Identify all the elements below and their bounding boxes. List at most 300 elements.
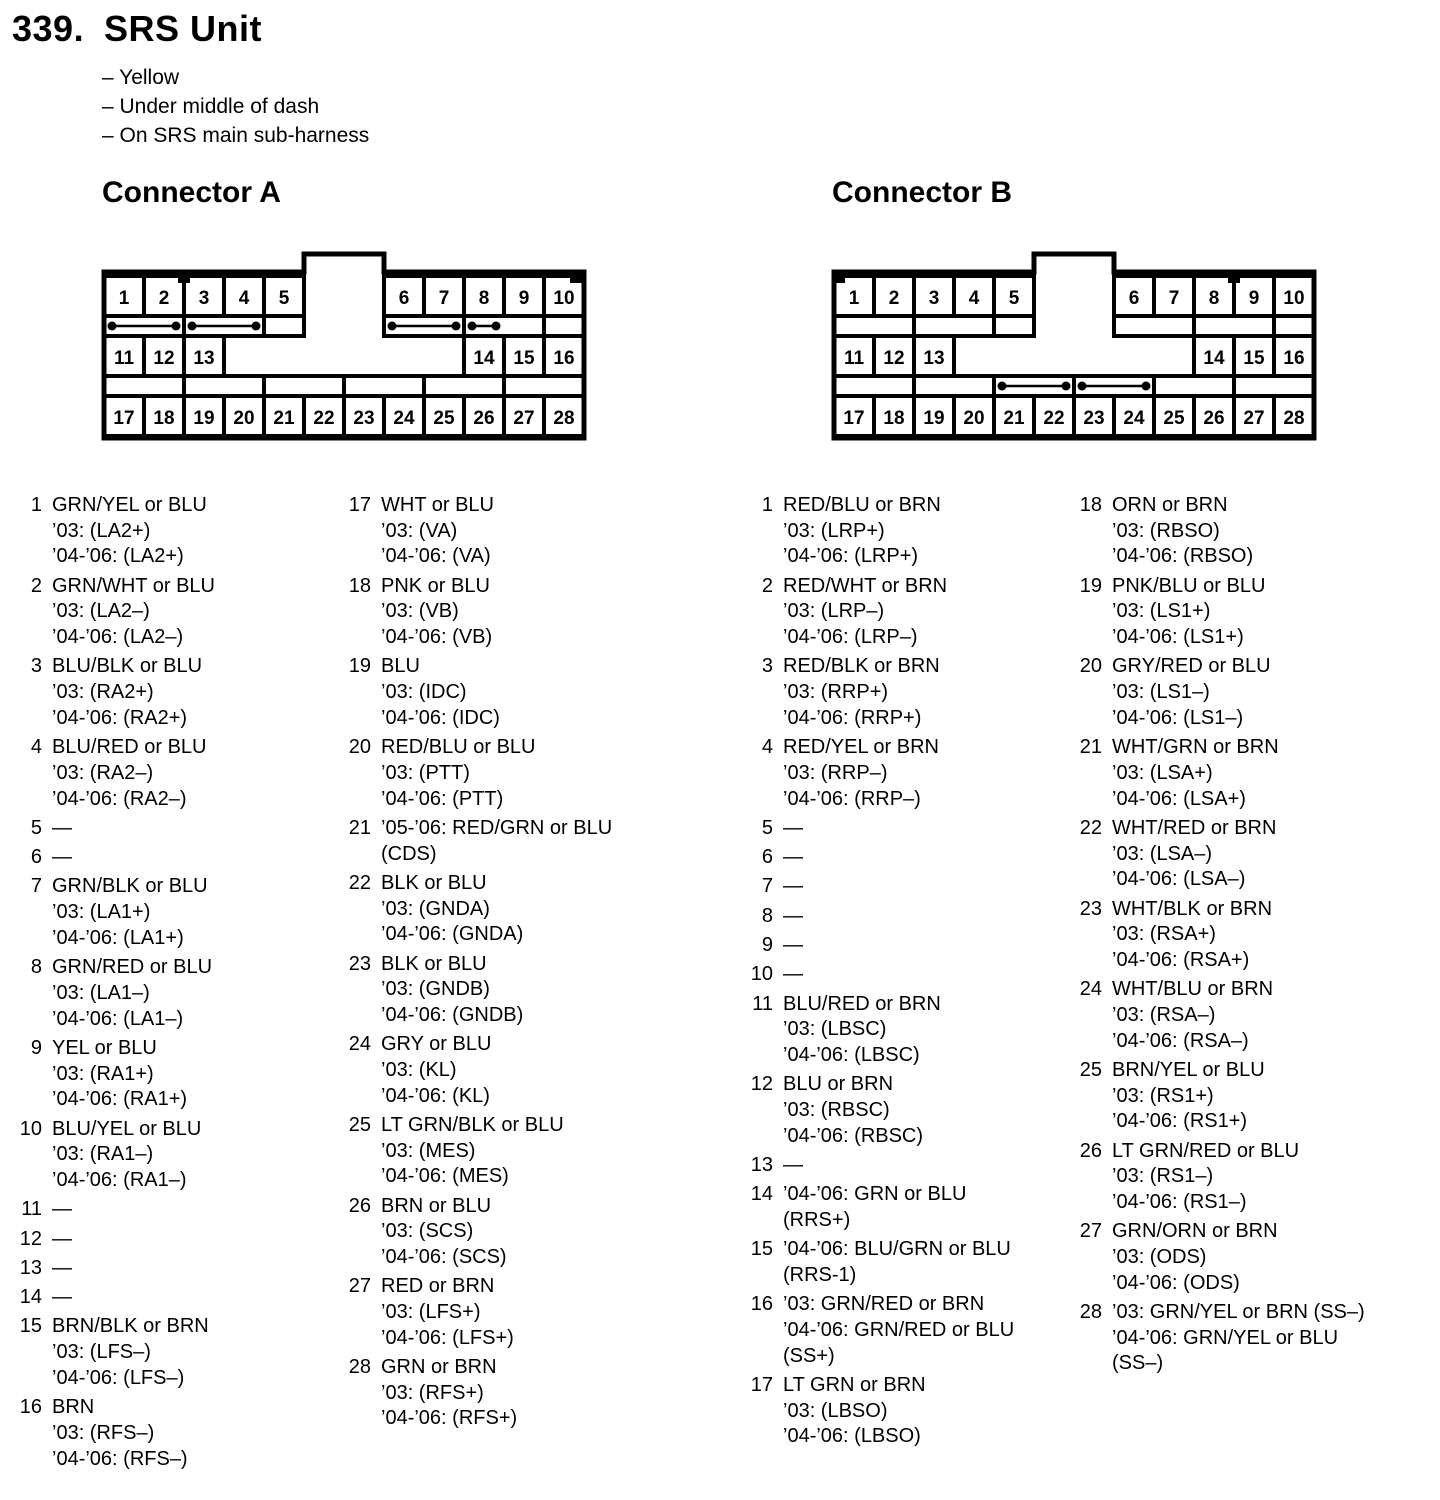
pin-entry [749,1153,1069,1179]
pin-signal: ’03: (KL) [381,1058,457,1081]
pin-number: 22 [348,871,371,894]
pin-entry [347,816,677,867]
pin-wire-color: — [783,963,803,986]
pin-wire-color: BLK or BLU [381,871,487,894]
pin-signal: ’04-’06: (LFS+) [381,1326,514,1349]
pin-number: 21 [1079,736,1102,759]
pin-wire-color: BLU/YEL or BLU [52,1117,202,1140]
pin-signal: ’03: (RSA+) [1112,923,1216,946]
pin-label: 13 [923,348,945,369]
pin-number: 15 [19,1315,42,1338]
pin-signal: ’03: (PTT) [381,761,470,784]
pin-entry [749,1373,1069,1450]
shorting-bar-end [1078,382,1087,391]
pin-wire-color: LT GRN/RED or BLU [1112,1139,1300,1162]
pin-wire-color: WHT or BLU [381,494,494,516]
pin-label: 27 [1243,408,1265,429]
pin-number: 19 [348,655,371,678]
key-mark [570,274,582,283]
pin-entry [18,1395,328,1472]
pin-entry [1078,574,1418,651]
pin-label: 23 [1083,408,1105,429]
pin-signal: ’04-’06: (RA2–) [52,787,187,810]
pin-entry [749,992,1069,1069]
pin-number: 27 [1079,1220,1102,1243]
pin-signal: ’04-’06: (LS1–) [1112,706,1244,729]
pin-signal: ’04-’06: (MES) [381,1165,509,1188]
pin-signal: ’03: (RA2–) [52,761,154,784]
pin-wire-color: BLU or BRN [783,1073,894,1096]
pin-wire-color: BRN or BLU [381,1194,492,1217]
pin-entry [347,952,677,1029]
pin-entry [18,1314,328,1391]
pin-entry [749,654,1069,731]
pin-number: 16 [750,1293,773,1316]
pin-entry [749,904,1069,930]
pin-number: 11 [752,992,773,1015]
pin-number: 26 [1079,1139,1102,1162]
pin-wire-color: GRY or BLU [381,1033,492,1056]
pin-entry [1078,1300,1418,1377]
pin-wire-color: GRN/RED or BLU [52,956,213,979]
pin-signal: ’04-’06: (LSA+) [1112,787,1246,810]
pin-entry [749,816,1069,842]
pin-label: 15 [513,348,535,369]
pin-signal: ’04-’06: (RA2+) [52,706,188,729]
pin-wire-color: — [783,816,803,839]
pin-number: 21 [348,816,371,839]
pin-wire-color: GRN/ORN or BRN [1112,1220,1278,1243]
pin-label: 19 [923,408,945,429]
pin-wire-color: — [783,846,803,869]
pin-entry [18,493,328,570]
pin-label: 21 [273,408,295,429]
pin-signal: ’03: (LRP–) [783,600,885,623]
pin-wire-color: PNK or BLU [381,574,490,597]
pin-wire-color: — [783,1154,803,1176]
pin-number: 7 [30,875,42,898]
pin-number: 28 [1079,1301,1102,1324]
pin-signal: ’03: (RBSO) [1112,519,1220,542]
pin-entry [749,493,1069,570]
pin-signal: ’03: (LA1+) [52,901,151,924]
pin-wire-color: — [52,1256,72,1279]
pin-number: 28 [348,1356,371,1379]
pin-number: 1 [761,494,773,516]
pin-wire-color: — [52,1198,72,1221]
pin-entry [18,816,328,842]
pin-signal: ’03: (GNDB) [381,978,490,1001]
pin-entry [18,735,328,812]
key-mark [833,274,845,283]
pin-number: 20 [1079,655,1102,678]
pin-number: 12 [750,1073,773,1096]
pin-entry [347,1274,677,1351]
pin-entry [18,845,328,871]
shorting-bar-end [388,322,397,331]
section-number: 339. [12,8,85,49]
pin-label: 20 [963,408,985,429]
pin-number: 8 [30,956,42,979]
pin-signal: ’03: (VB) [381,600,459,623]
note-location: – Under middle of dash [102,95,320,118]
pin-signal: ’03: (GNDA) [381,897,490,920]
pin-number: 3 [761,655,773,678]
pin-entry [749,1292,1069,1369]
pin-signal: (SS+) [783,1344,835,1367]
pin-number: 22 [1079,816,1102,839]
pin-signal: ’03: (LRP+) [783,519,885,542]
pin-label: 14 [473,348,495,369]
pin-entry [347,1355,677,1432]
pin-signal: ’03: (MES) [381,1139,476,1162]
pin-number: 4 [30,736,42,759]
pin-label: 23 [353,408,375,429]
pin-number: 11 [21,1198,42,1221]
pin-label: 24 [1123,408,1145,429]
pin-signal: ’04-’06: (LBSC) [783,1044,920,1066]
pin-number: 5 [761,816,773,839]
pin-signal: ’04-’06: (RS1+) [1112,1110,1248,1133]
pin-entry [18,1036,328,1113]
pin-wire-color: BLU/RED or BLU [52,736,207,759]
pin-wire-color: BLK or BLU [381,952,487,975]
shorting-bar-end [172,322,181,331]
pin-wire-color: — [783,904,803,927]
pin-label: 11 [113,348,135,369]
shorting-bar-end [468,322,477,331]
pin-label: 8 [478,288,490,309]
pin-label: 17 [113,408,135,429]
pin-wire-color: WHT/GRN or BRN [1112,736,1279,759]
pin-label: 8 [1208,288,1220,309]
pin-entry [347,493,677,570]
pin-signal: ’04-’06: (LA2+) [52,545,184,568]
pin-signal: ’03: (LS1–) [1112,681,1210,704]
pin-signal: ’04-’06: (LS1+) [1112,626,1244,649]
pin-entry [18,1227,328,1253]
pin-label: 3 [928,288,940,309]
pin-signal: ’03: (LA2+) [52,519,151,542]
pin-number: 1 [30,494,42,516]
pin-entry [1078,654,1418,731]
pin-number: 6 [761,846,773,869]
connector-b-pinout-column-1 [749,493,1069,1454]
pin-entry [749,1072,1069,1149]
page-title [12,8,262,50]
pin-label: 12 [883,348,905,369]
pin-wire-color: RED/BLU or BLU [381,736,536,759]
pin-signal: ’04-’06: (RA1–) [52,1168,187,1191]
pin-label: 26 [1203,408,1225,429]
pin-label: 10 [553,288,575,309]
pin-label: 17 [843,408,865,429]
pin-label: 12 [153,348,175,369]
pin-entry [749,874,1069,900]
pin-number: 13 [19,1256,42,1279]
pin-number: 23 [348,952,371,975]
pin-number: 14 [750,1183,773,1206]
pin-number: 27 [348,1275,371,1298]
section-title: SRS Unit [104,8,263,49]
pin-wire-color: ’05-’06: RED/GRN or BLU [381,816,613,839]
pin-entry [1078,493,1418,570]
pin-label: 2 [888,288,900,309]
pin-signal: ’03: (LBSC) [783,1018,887,1041]
pin-number: 24 [1079,978,1102,1001]
pin-label: 26 [473,408,495,429]
pin-label: 14 [1203,348,1225,369]
connector-a-pinout-column-1 [18,493,328,1476]
pin-signal: ’04-’06: (RS1–) [1112,1191,1247,1214]
pin-signal: ’04-’06: GRN/YEL or BLU [1112,1326,1339,1349]
pin-label: 2 [158,288,170,309]
pin-wire-color: ’03: GRN/YEL or BRN (SS–) [1112,1301,1365,1324]
pin-label: 6 [398,288,410,309]
pin-signal: ’04-’06: (ODS) [1112,1271,1240,1294]
pin-entry [347,1113,677,1190]
pin-entry [18,1285,328,1311]
key-mark [1228,274,1240,283]
pin-signal: ’03: (LA1–) [52,981,150,1004]
pin-signal: ’03: (RBSC) [783,1099,890,1121]
pin-signal: ’03: (RFS–) [52,1421,155,1444]
pin-signal: ’04-’06: (LSA–) [1112,868,1246,891]
pin-wire-color: LT GRN/BLK or BLU [381,1113,564,1136]
pin-label: 11 [843,348,865,369]
connector-notes [102,63,369,150]
pin-signal: ’03: (LS1+) [1112,600,1211,623]
pin-entry [749,962,1069,988]
pin-signal: (RRS-1) [783,1264,857,1286]
pin-entry [1078,735,1418,812]
pin-signal: ’03: (IDC) [381,681,467,704]
pin-signal: ’03: (LBSO) [783,1399,888,1422]
pin-signal: ’04-’06: (GNDA) [381,923,524,946]
pin-number: 8 [761,904,773,927]
shorting-bar-end [492,322,501,331]
pin-label: 7 [438,288,450,309]
pin-label: 1 [118,288,130,309]
pin-label: 27 [513,408,535,429]
pin-label: 25 [1163,408,1185,429]
pin-number: 17 [348,494,371,516]
pin-number: 26 [348,1194,371,1217]
pin-wire-color: GRN/BLK or BLU [52,875,208,898]
pin-signal: ’04-’06: (LFS–) [52,1366,185,1389]
pin-signal: ’03: (RRP–) [783,761,888,784]
pin-number: 2 [761,574,773,597]
pin-entry [749,933,1069,959]
pin-wire-color: — [52,1227,72,1250]
pin-signal: ’04-’06: (VA) [381,545,491,568]
pin-number: 13 [750,1154,773,1176]
pin-signal: ’04-’06: (LA2–) [52,626,184,649]
pin-label: 16 [553,348,575,369]
pin-entry [347,574,677,651]
connector-b-pinout-column-2 [1078,493,1418,1381]
pin-signal: (RRS+) [783,1209,851,1231]
pin-signal: ’04-’06: (LRP+) [783,545,919,568]
connector-b-diagram [830,250,1320,442]
pin-number: 16 [19,1396,42,1419]
pin-wire-color: GRN or BRN [381,1356,497,1379]
pin-label: 15 [1243,348,1265,369]
pin-wire-color: GRN/YEL or BLU [52,494,207,516]
pin-entry [749,845,1069,871]
pin-entry [1078,1139,1418,1216]
pin-label: 21 [1003,408,1025,429]
pin-number: 19 [1079,574,1102,597]
pin-wire-color: ’04-’06: BLU/GRN or BLU [783,1238,1011,1261]
pin-entry [18,1117,328,1194]
pin-signal: ’04-’06: GRN/RED or BLU [783,1319,1015,1341]
pin-label: 16 [1283,348,1305,369]
pin-number: 9 [761,934,773,956]
pin-signal: ’03: (LFS–) [52,1341,151,1364]
shorting-bar-end [998,382,1007,391]
pin-number: 4 [761,736,773,759]
pin-signal: ’04-’06: (RA1+) [52,1088,188,1111]
pin-entry [749,1237,1069,1288]
pin-signal: ’04-’06: (LA1+) [52,926,184,949]
pin-number: 2 [30,574,42,597]
pin-signal: ’03: (VA) [381,519,458,542]
shorting-bar-end [188,322,197,331]
pin-entry [18,654,328,731]
pin-label: 18 [153,408,175,429]
pin-wire-color: BLU/RED or BRN [783,992,941,1015]
pin-label: 25 [433,408,455,429]
pin-label: 22 [1043,408,1065,429]
note-harness: – On SRS main sub-harness [102,124,370,147]
pin-signal: ’04-’06: (RBSO) [1112,545,1254,568]
pin-signal: ’04-’06: (IDC) [381,706,500,729]
pin-signal: ’04-’06: (RRP+) [783,706,922,729]
pin-entry [1078,1219,1418,1296]
pin-wire-color: ORN or BRN [1112,494,1228,516]
pin-wire-color: GRN/WHT or BLU [52,574,215,597]
pin-label: 10 [1283,288,1305,309]
pin-number: 23 [1079,897,1102,920]
pin-entry [347,1194,677,1271]
pin-label: 4 [968,288,980,309]
pin-label: 9 [518,288,530,309]
pin-label: 22 [313,408,335,429]
pin-wire-color: RED/BLU or BRN [783,494,941,516]
pin-entry [1078,816,1418,893]
pin-entry [18,574,328,651]
shorting-bar-end [452,322,461,331]
pin-signal: (SS–) [1112,1352,1164,1375]
pin-signal: ’04-’06: (KL) [381,1084,490,1107]
pin-signal: ’04-’06: (LA1–) [52,1007,184,1030]
pin-signal: ’04-’06: (RFS–) [52,1447,188,1470]
pin-signal: ’03: (ODS) [1112,1246,1207,1269]
pin-number: 14 [19,1286,42,1309]
pin-number: 6 [30,846,42,869]
pin-label: 3 [198,288,210,309]
pin-label: 5 [1008,288,1020,309]
pin-wire-color: — [52,816,72,839]
pin-signal: ’04-’06: (GNDB) [381,1003,524,1026]
pin-signal: ’03: (RA1+) [52,1062,154,1085]
pin-wire-color: ’03: GRN/RED or BRN [783,1293,985,1316]
pin-entry [18,874,328,951]
pin-signal: ’04-’06: (RFS+) [381,1407,518,1430]
pin-signal: ’03: (RSA–) [1112,1003,1216,1026]
pin-signal: ’03: (LFS+) [381,1301,481,1324]
pin-label: 28 [1283,408,1305,429]
pin-signal: ’04-’06: (RRP–) [783,787,921,810]
shorting-bar-end [1062,382,1071,391]
pin-signal: ’03: (LSA+) [1112,761,1213,784]
pin-entry [347,735,677,812]
pin-wire-color: RED/BLK or BRN [783,655,940,678]
pin-number: 17 [750,1374,773,1396]
pin-wire-color: WHT/RED or BRN [1112,816,1277,839]
pin-wire-color: — [783,875,803,898]
pin-wire-color: BLU [381,655,420,678]
pin-label: 19 [193,408,215,429]
pin-entry [749,574,1069,651]
pin-label: 13 [193,348,215,369]
pin-entry [18,1197,328,1223]
pin-entry [347,1032,677,1109]
shorting-bar-end [108,322,117,331]
pin-number: 3 [30,655,42,678]
pin-wire-color: YEL or BLU [52,1036,157,1059]
pin-wire-color: RED or BRN [381,1275,495,1298]
pin-entry [749,1182,1069,1233]
pin-wire-color: BRN [52,1396,95,1419]
pin-signal: ’03: (LA2–) [52,600,150,623]
pin-signal: ’03: (SCS) [381,1220,474,1243]
pin-wire-color: ’04-’06: GRN or BLU [783,1183,967,1206]
pin-number: 20 [348,736,371,759]
pin-number: 25 [1079,1058,1102,1081]
pin-signal: ’04-’06: (LBSO) [783,1425,921,1448]
pin-number: 12 [19,1227,42,1250]
pin-signal: ’03: (RS1+) [1112,1084,1214,1107]
pin-signal: ’04-’06: (LRP–) [783,626,918,649]
pin-signal: ’04-’06: (VB) [381,626,493,649]
pin-number: 15 [750,1238,773,1261]
pin-wire-color: LT GRN or BRN [783,1374,926,1396]
pin-wire-color: BRN/BLK or BRN [52,1315,209,1338]
pin-signal: ’04-’06: (RSA+) [1112,948,1250,971]
pin-label: 4 [238,288,250,309]
pin-signal: ’03: (RFS+) [381,1381,484,1404]
pin-signal: ’03: (RS1–) [1112,1165,1214,1188]
pin-signal: ’04-’06: (SCS) [381,1246,507,1269]
note-color: – Yellow [102,66,180,89]
pin-label: 24 [393,408,415,429]
pin-number: 18 [348,574,371,597]
pin-wire-color: RED/WHT or BRN [783,574,948,597]
pin-number: 24 [348,1033,371,1056]
connector-a-diagram [100,250,590,442]
pin-number: 10 [19,1117,42,1140]
pin-wire-color: WHT/BLU or BRN [1112,978,1274,1001]
pin-entry [18,955,328,1032]
pin-signal: ’03: (RA2+) [52,681,154,704]
connector-a-pinout-column-2 [347,493,677,1436]
pin-number: 9 [30,1036,42,1059]
pin-wire-color: — [783,934,803,956]
pin-signal: ’04-’06: (PTT) [381,787,504,810]
pin-signal: ’03: (RRP+) [783,681,889,704]
